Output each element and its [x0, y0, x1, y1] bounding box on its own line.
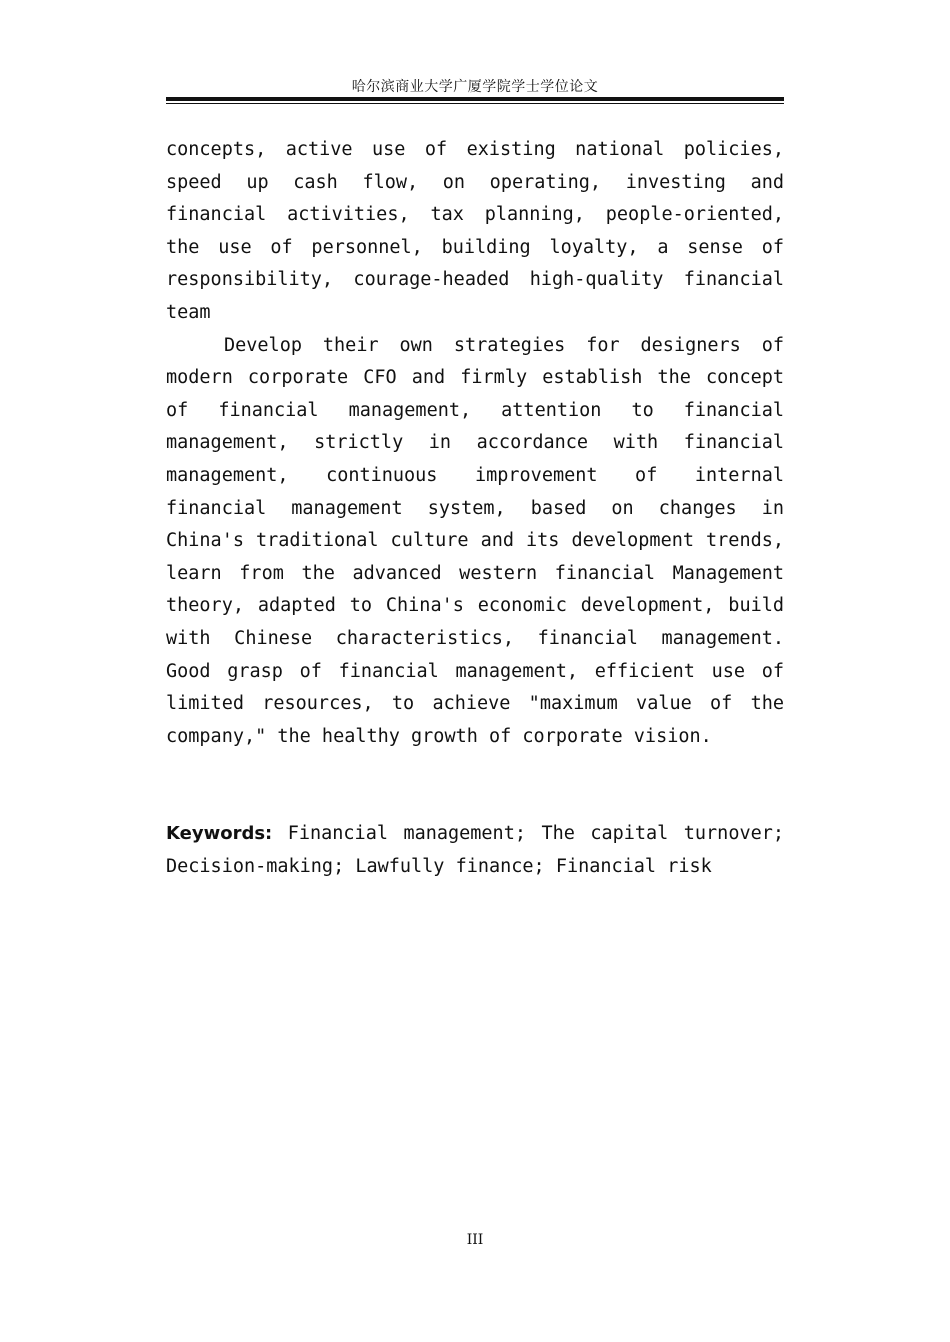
keywords-section	[166, 818, 784, 883]
abstract-body	[166, 134, 784, 753]
keywords-label: Keywords:	[166, 823, 273, 844]
header-rule-thin	[166, 103, 784, 104]
page-header-title: 哈尔滨商业大学广厦学院学士学位论文	[351, 79, 599, 95]
keywords-text: Financial management; The capital turnover; Decision-making; Lawfully finance; Financial risk	[166, 823, 785, 877]
abstract-paragraph-1: concepts, active use of existing national policies, speed up cash flow, on operating, investing and financial activities, tax planning, people-oriented, the use of personnel, building loyalty, a sense of responsibility, courage-headed high-quality financial team	[166, 139, 784, 323]
abstract-paragraph-2: Develop their own strategies for designers of modern corporate CFO and firmly establish the concept of financial management, attention to financial management, strictly in accordance with financial management, continuous improvement of internal financial management system, based on changes in China's traditional culture and its development trends, learn from the advanced western financial Management theory, adapted to China's economic development, build with Chinese characteristics, financial management. Good grasp of financial management, efficient use of limited resources, to achieve "maximum value of the company," the healthy growth of corporate vision.	[166, 334, 784, 747]
header-rule-thick	[166, 97, 784, 101]
page-number: III	[466, 1232, 484, 1248]
